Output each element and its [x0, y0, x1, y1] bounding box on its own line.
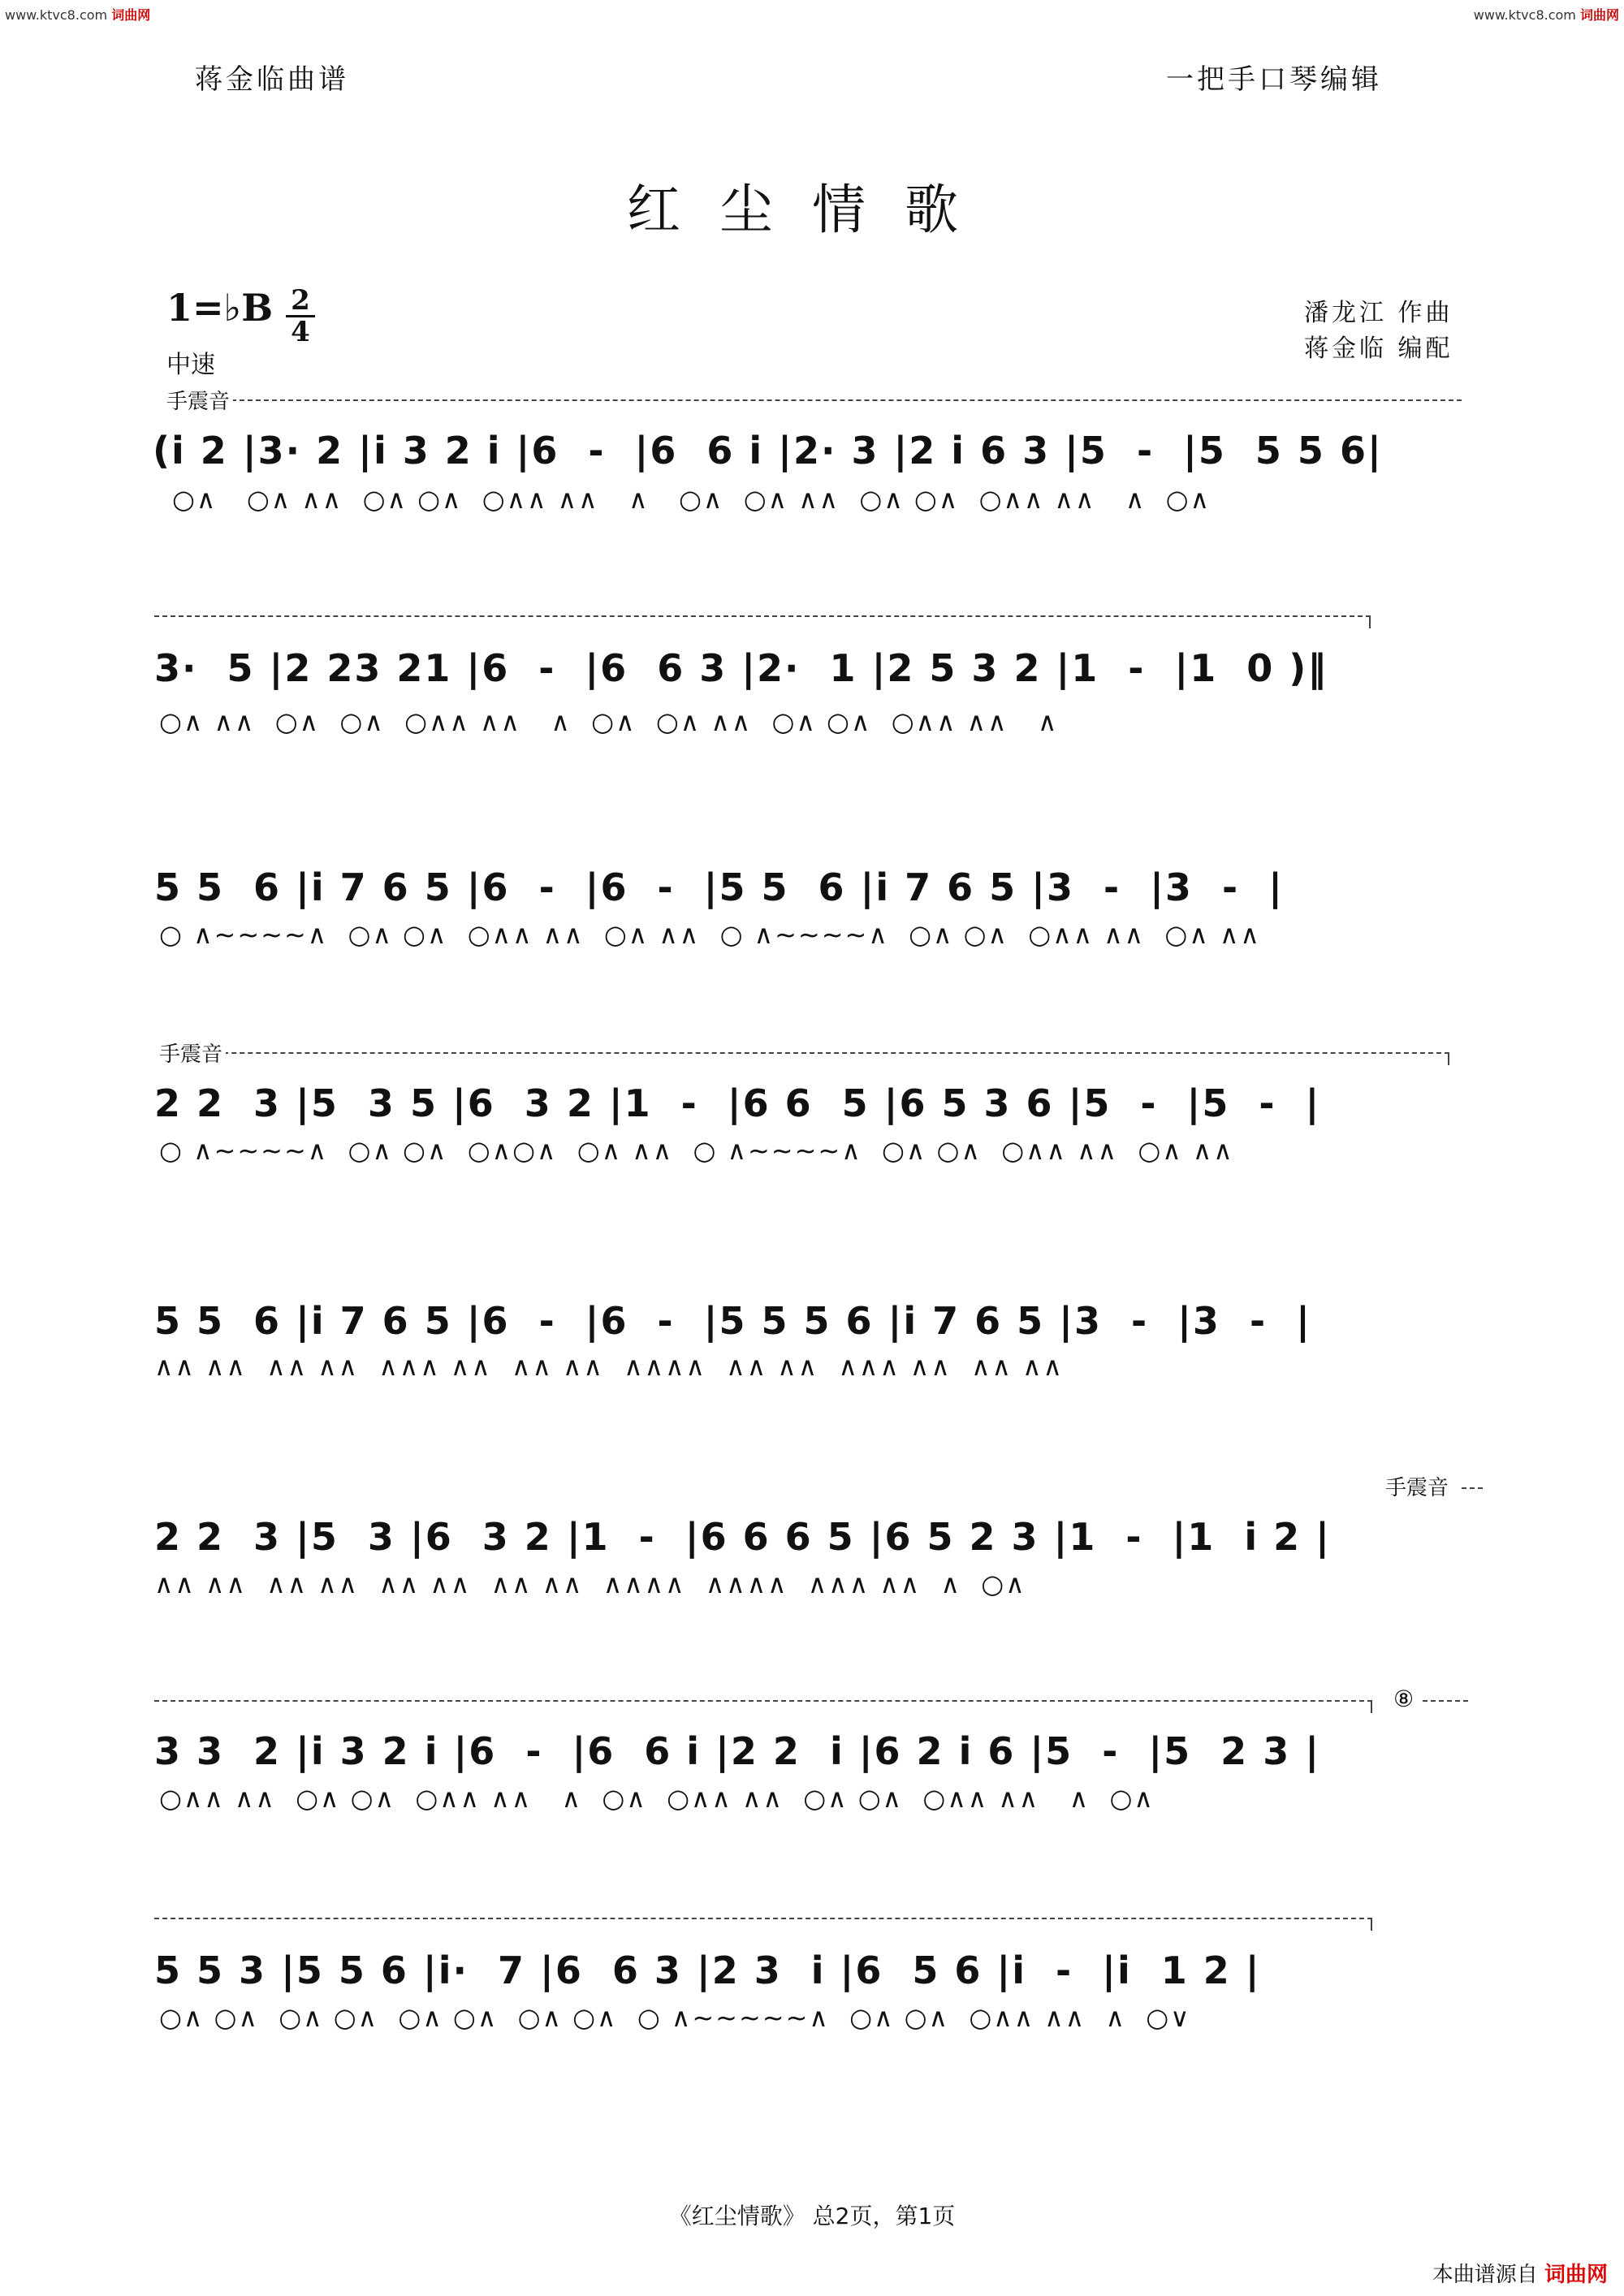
breath-marks-line-8: ○∧ ○∧ ○∧ ○∧ ○∧ ○∧ ○∧ ○∧ ○ ∧~~~~~∧ ○∧ ○∧ ○∧∧ ∧∧ ∧ ○∨ — [159, 2002, 1191, 2033]
notation-line-4: 2 2 3 |5 3 5 |6 3 2 |1 - |6 6 5 |6 5 3 6 |5 - |5 - | — [154, 1081, 1321, 1125]
section-marker: ⑧ — [1393, 1685, 1415, 1712]
composer-credit: 潘龙江 作曲 — [1304, 299, 1453, 327]
page-footer: 《红尘情歌》 总2页，第1页 — [668, 2203, 956, 2229]
top-left-watermark — [5, 5, 150, 24]
notation-line-1: (i 2 |3· 2 |i 3 2 i |6 - |6 6 i |2· 3 |2 i 6 3 |5 - |5 5 5 6| — [153, 429, 1383, 473]
notation-line-5: 5 5 6 |i 7 6 5 |6 - |6 - |5 5 5 6 |i 7 6 5 |3 - |3 - | — [154, 1299, 1311, 1343]
source-logo: 词曲网 — [1544, 2263, 1608, 2287]
breath-marks-line-3: ○ ∧~~~~∧ ○∧ ○∧ ○∧∧ ∧∧ ○∧ ∧∧ ○ ∧~~~~∧ ○∧ ○∧ ○∧∧ ∧∧ ○∧ ∧∧ — [159, 919, 1261, 950]
breath-marks-line-5: ∧∧ ∧∧ ∧∧ ∧∧ ∧∧∧ ∧∧ ∧∧ ∧∧ ∧∧∧∧ ∧∧ ∧∧ ∧∧∧ ∧∧ ∧∧ ∧∧ — [154, 1351, 1064, 1382]
breath-marks-line-6: ∧∧ ∧∧ ∧∧ ∧∧ ∧∧ ∧∧ ∧∧ ∧∧ ∧∧∧∧ ∧∧∧∧ ∧∧∧ ∧∧ ∧ ○∧ — [154, 1569, 1026, 1599]
editor-credit: 一把手口琴编辑 — [1166, 63, 1382, 96]
key-signature: 1=♭B — [166, 286, 274, 330]
time-denominator: 4 — [286, 315, 315, 347]
vibrato-span-line — [1462, 1487, 1483, 1489]
transcriber-credit: 蒋金临曲谱 — [195, 63, 349, 96]
notation-line-2: 3· 5 |2 23 21 |6 - |6 6 3 |2· 1 |2 5 3 2 |1 - |1 0 )‖ — [154, 646, 1328, 690]
notation-line-6: 2 2 3 |5 3 |6 3 2 |1 - |6 6 6 5 |6 5 2 3 |1 - |1 i 2 | — [154, 1515, 1331, 1559]
notation-line-8: 5 5 3 |5 5 6 |i· 7 |6 6 3 |2 3 i |6 5 6 |i - |i 1 2 | — [154, 1949, 1261, 1992]
vibrato-label: 手震音 — [159, 1038, 226, 1068]
breath-marks-line-1: ○∧ ○∧ ∧∧ ○∧ ○∧ ○∧∧ ∧∧ ∧ ○∧ ○∧ ∧∧ ○∧ ○∧ ○∧∧ ∧∧ ∧ ○∧ — [172, 484, 1211, 515]
time-signature — [286, 286, 315, 347]
breath-marks-line-2: ○∧ ∧∧ ○∧ ○∧ ○∧∧ ∧∧ ∧ ○∧ ○∧ ∧∧ ○∧ ○∧ ○∧∧ ∧∧ ∧ — [159, 706, 1059, 737]
site-url: www.ktvc8.com — [1473, 7, 1576, 23]
vibrato-span-line — [154, 1918, 1372, 1919]
breath-marks-line-7: ○∧∧ ∧∧ ○∧ ○∧ ○∧∧ ∧∧ ∧ ○∧ ○∧∧ ∧∧ ○∧ ○∧ ○∧∧ ∧∧ ∧ ○∧ — [159, 1783, 1155, 1814]
vibrato-span-line — [154, 1700, 1372, 1702]
vibrato-label: 手震音 — [1385, 1471, 1452, 1501]
source-text: 本曲谱源自 — [1432, 2263, 1538, 2287]
notation-line-7: 3 3 2 |i 3 2 i |6 - |6 6 i |2 2 i |6 2 i 6 |5 - |5 2 3 | — [154, 1729, 1321, 1773]
vibrato-span-end — [1448, 1052, 1449, 1065]
site-logo-text: 词曲网 — [1579, 7, 1619, 23]
notation-line-3: 5 5 6 |i 7 6 5 |6 - |6 - |5 5 6 |i 7 6 5 |3 - |3 - | — [154, 865, 1284, 909]
site-url: www.ktvc8.com — [5, 7, 108, 23]
vibrato-span-line — [166, 1052, 1449, 1054]
vibrato-span-end — [1371, 1918, 1372, 1931]
vibrato-span-line — [1423, 1700, 1468, 1702]
vibrato-span-end — [1369, 615, 1371, 628]
source-attribution — [1432, 2258, 1608, 2288]
vibrato-label: 手震音 — [166, 385, 233, 415]
breath-marks-line-4: ○ ∧~~~~∧ ○∧ ○∧ ○∧○∧ ○∧ ∧∧ ○ ∧~~~~∧ ○∧ ○∧ ○∧∧ ∧∧ ○∧ ∧∧ — [159, 1135, 1234, 1166]
time-numerator: 2 — [291, 284, 310, 317]
song-title: 红尘情歌 — [627, 179, 997, 241]
vibrato-span-end — [1371, 1700, 1372, 1713]
arranger-credit: 蒋金临 编配 — [1304, 334, 1453, 363]
top-right-watermark — [1474, 5, 1619, 24]
vibrato-span-line — [154, 615, 1371, 617]
vibrato-span-line — [166, 399, 1462, 401]
tempo-marking: 中速 — [166, 351, 215, 379]
site-logo-text: 词曲网 — [111, 7, 151, 23]
